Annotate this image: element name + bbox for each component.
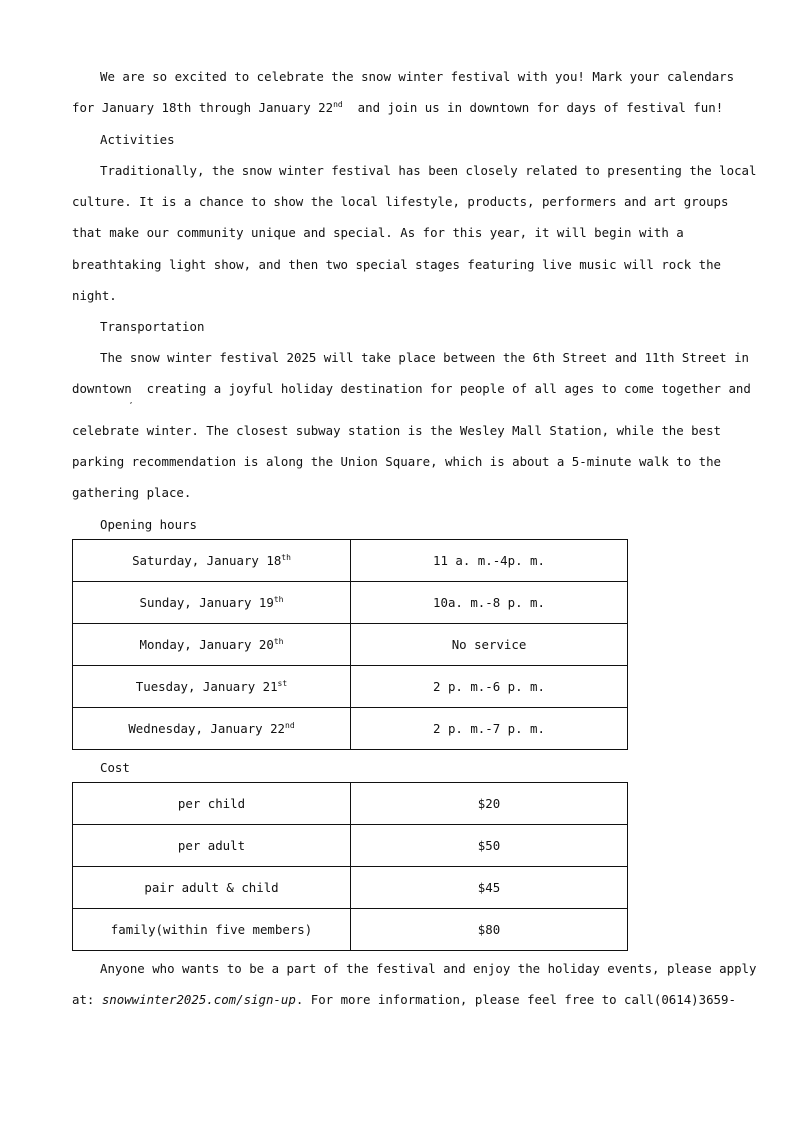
hours-cell: 10a. m.-8 p. m.	[351, 582, 628, 624]
cost-price-cell: $80	[351, 909, 628, 951]
day-text: Saturday, January 18	[132, 552, 282, 568]
intro-line-2-rest: and join us in downtown for days of festival fun!	[342, 100, 724, 115]
activities-line-1: Traditionally, the snow winter festival has been closely related to presenting the local	[100, 163, 757, 178]
transportation-line-1: The snow winter festival 2025 will take place between the 6th Street and 11th Street in	[100, 350, 750, 365]
hours-cell: No service	[351, 624, 628, 666]
day-text: Tuesday, January 21	[135, 678, 278, 694]
stray-comma-mark: ,	[129, 397, 134, 405]
table-row	[73, 909, 628, 951]
day-text: Sunday, January 19	[139, 594, 274, 610]
activities-line-4: breathtaking light show, and then two special stages featuring live music will rock the	[72, 257, 722, 272]
activities-line-3: that make our community unique and special. As for this year, it will begin with a	[72, 225, 684, 240]
table-row	[73, 825, 628, 867]
day-text: Wednesday, January 22	[128, 720, 285, 736]
day-cell	[73, 624, 351, 666]
table-row	[73, 624, 628, 666]
activities-line-5: night.	[72, 288, 117, 303]
day-cell	[73, 666, 351, 708]
closing-line-1: Anyone who wants to be a part of the festival and enjoy the holiday events, please apply	[100, 961, 757, 976]
closing-line-2-rest: . For more information, please feel free to call(0614)3659-	[295, 992, 736, 1007]
hours-cell: 2 p. m.-7 p. m.	[351, 708, 628, 750]
hours-cell: 11 a. m.-4p. m.	[351, 540, 628, 582]
transportation-line-4: parking recommendation is along the Union Square, which is about a 5-minute walk to the	[72, 454, 722, 469]
opening-hours-heading: Opening hours	[100, 517, 197, 532]
transportation-line-5: gathering place.	[72, 485, 192, 500]
cost-heading: Cost	[100, 760, 130, 775]
cost-item-cell: family(within five members)	[73, 909, 351, 951]
day-suffix: nd	[285, 720, 295, 730]
table-row	[73, 867, 628, 909]
table-row	[73, 708, 628, 750]
day-suffix: th	[281, 552, 291, 562]
activities-heading: Activities	[100, 132, 175, 147]
opening-hours-table	[72, 539, 628, 750]
day-cell	[73, 582, 351, 624]
table-row	[73, 783, 628, 825]
day-cell	[73, 540, 351, 582]
day-suffix: th	[273, 594, 284, 604]
table-row	[73, 582, 628, 624]
activities-line-2: culture. It is a chance to show the local lifestyle, products, performers and art groups	[72, 194, 729, 209]
closing-line-2	[72, 992, 736, 1008]
day-suffix: th	[273, 636, 284, 646]
intro-line-1: We are so excited to celebrate the snow winter festival with you! Mark your calendars	[100, 69, 735, 84]
cost-price-cell: $20	[351, 783, 628, 825]
cost-item-cell: per adult	[73, 825, 351, 867]
table-row	[73, 540, 628, 582]
table-row	[73, 666, 628, 708]
day-text: Monday, January 20	[139, 636, 274, 652]
cost-item-cell: per child	[73, 783, 351, 825]
cost-price-cell: $45	[351, 867, 628, 909]
day-cell	[73, 708, 351, 750]
hours-cell: 2 p. m.-6 p. m.	[351, 666, 628, 708]
intro-line-2-text: for January 18th through January 22	[72, 100, 334, 115]
cost-item-cell: pair adult & child	[73, 867, 351, 909]
transportation-line-3: celebrate winter. The closest subway station is the Wesley Mall Station, while the best	[72, 423, 722, 438]
cost-price-cell: $50	[351, 825, 628, 867]
day-suffix: st	[277, 678, 288, 688]
transportation-heading: Transportation	[100, 319, 205, 334]
intro-date-suffix: nd	[333, 100, 343, 109]
intro-line-2	[72, 100, 723, 116]
cost-table	[72, 782, 628, 951]
closing-line-2-text: at:	[72, 992, 102, 1007]
transportation-line-2: downtown creating a joyful holiday destination for people of all ages to come together and	[72, 381, 751, 396]
signup-link[interactable]: snowwinter2025.com/sign-up	[101, 992, 296, 1007]
